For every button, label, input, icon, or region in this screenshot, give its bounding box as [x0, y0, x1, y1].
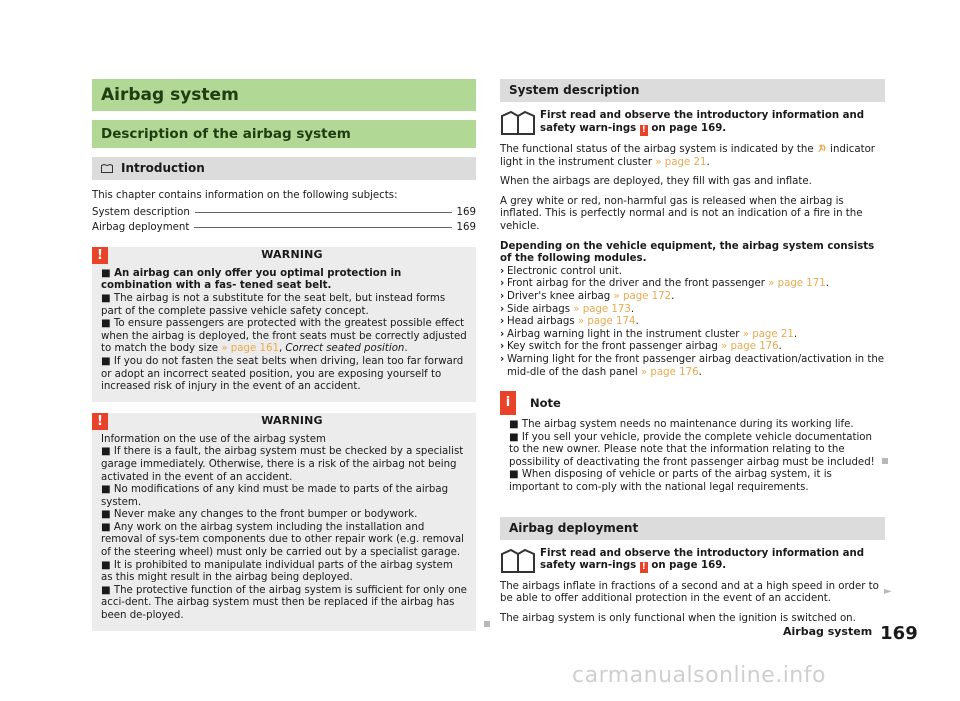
list-item: › Warning light for the front passenger airbag deactivation/activation in the mid-dle of the dash panel » page 176.	[500, 353, 885, 378]
list-item: › Key switch for the front passenger airbag » page 176.	[500, 341, 782, 353]
chevron-right-icon: ›	[500, 328, 505, 340]
left-column	[92, 79, 476, 631]
warning-header: ! WARNING	[92, 413, 476, 430]
airbag-indicator-icon	[817, 143, 827, 153]
list-item: › Head airbags » page 174.	[500, 316, 639, 328]
page-link[interactable]: » page 161	[221, 343, 279, 355]
toc-leader	[194, 227, 451, 228]
module-list	[500, 266, 885, 379]
page-title: Airbag system	[92, 79, 476, 111]
system-description-heading: System description	[500, 79, 885, 102]
warning-box-2: ! WARNING Information on the use of the airbag system ■ If there is a fault, the airbag system must be checked by a specialist garage immediately. Otherwise, there is a risk of the airbag not being activated in the event of an accident. ■ No modifications of any kind must be made to parts of the airbag system. ■ Never make any changes to the front bumper or bodywork. ■ Any work on the airbag system including the installation and removal of sys-tem components due to other repair work (e.g. removal of the steering wheel) must only be carried out by a specialist garage. ■ It is prohibited to manipulate individual parts of the airbag system as this might result in the airbag being deployed. ■ The protective function of the airbag system is sufficient for only one acci-dent. The airbag system must then be replaced if the airbag has been de-ployed.	[92, 413, 476, 631]
page-footer	[783, 623, 918, 644]
first-read-notice: First read and observe the introductory information and safety warn-ings ! on page 169.	[500, 110, 885, 136]
warning-icon: !	[641, 124, 646, 135]
chevron-right-icon: ›	[500, 265, 505, 277]
book-icon	[500, 110, 536, 136]
list-item: › Airbag warning light in the instrument cluster » page 21.	[500, 328, 798, 340]
info-icon: i	[500, 391, 516, 415]
page-link[interactable]: » page 173	[573, 303, 631, 315]
page-link[interactable]: » page 172	[613, 290, 672, 302]
watermark: carmanualsonline.info	[572, 663, 826, 688]
first-read-notice: First read and observe the introductory information and safety warn-ings ! on page 169.	[500, 548, 885, 574]
section-end-marker	[882, 458, 888, 464]
warning-icon: !	[641, 562, 646, 573]
page-link[interactable]: » page 21	[655, 156, 707, 168]
warning-box-1: ! WARNING ■ An airbag can only offer you optimal protection in combination with a fas- tened seat belt. ■ The airbag is not a substitute for the seat belt, but instead forms part of the complete passive vehicle safety concept. ■ To ensure passengers are protected with the greatest possible effect when the airbag is deployed, the front seats must be correctly adjusted to match the body size » page 161, Correct seated position. ■ If you do not fasten the seat belts when driving, lean too far forward or adopt an incorrect seated position, you are exposing yourself to increased risk of injury in the event of an accident.	[92, 247, 476, 402]
right-column: System description First read and observe the introductory information and safety warn-ings ! on page 169. The functional status of the airbag system is indicated by the indicator light in the instrument cluster » page 21. When the airbags are deployed, they fill with gas and inflate. A grey white or red, non-harmful gas is released when the airbag is inflated. This is perfectly normal and is not an indication of a fire in the vehicle. Depending on the vehicle equipment, the airbag system consists of the following modules. › Electronic control unit. › Front airbag for the driver and the front passenger » page 171. › Driver's knee airbag » page 172. › Side airbags » page 173. › Head airbags » page 174. › Airbag warning light in the instrument cluster » page 21. › Key switch for the front passenger airbag » page 176. › Warning light for the front passenger airbag deactivation/activation in the mid-dle of the dash panel » page 176. i Note ■ The airbag system needs no maintenance during its working life. ■ If you sell your vehicle, provide the complete vehicle documentation to the new owner. Please note that the information relating to the possibility of deactivating the front passenger airbag must be included! ■ When disposing of vehicle or parts of the airbag system, it is important to com-ply with the national legal requirements. Airbag deployment First read and observe the introductory information and safety warn-ings ! on page 169. The airbags inflate in fractions of a second and at a high speed in order to be able to offer additional protection in the event of an accident. The airbag system is only functional when the ignition is switched on.	[500, 79, 885, 625]
book-icon	[500, 548, 536, 574]
exclamation-icon: !	[92, 247, 108, 264]
page-link[interactable]: » page 171	[768, 278, 826, 290]
note-header: i Note	[500, 391, 885, 415]
toc-row[interactable]: Airbag deployment 169	[92, 222, 476, 234]
chevron-right-icon: ›	[500, 278, 505, 290]
continue-arrow-icon: ►	[884, 586, 892, 597]
list-item: › Front airbag for the driver and the front passenger » page 171.	[500, 278, 830, 290]
page-link[interactable]: » page 176	[721, 341, 779, 353]
chevron-right-icon: ›	[500, 316, 505, 328]
page-link[interactable]: » page 174	[577, 316, 636, 328]
list-item: › Electronic control unit.	[500, 265, 622, 277]
airbag-deployment-heading: Airbag deployment	[500, 517, 885, 540]
list-item: › Side airbags » page 173.	[500, 303, 635, 315]
page-number: 169	[880, 623, 918, 644]
list-item: › Driver's knee airbag » page 172.	[500, 290, 675, 302]
note-box: i Note ■ The airbag system needs no maintenance during its working life. ■ If you sell your vehicle, provide the complete vehicle documentation to the new owner. Please note that the information relating to the possibility of deactivating the front passenger airbag must be included! ■ When disposing of vehicle or parts of the airbag system, it is important to com-ply with the national legal requirements.	[500, 391, 885, 503]
toc-row[interactable]: System description 169	[92, 206, 476, 218]
toc-leader	[195, 212, 452, 213]
warning-header: ! WARNING	[92, 247, 476, 264]
chevron-right-icon: ›	[500, 303, 505, 315]
chevron-right-icon: ›	[500, 341, 505, 353]
table-of-contents	[92, 207, 476, 235]
page-link[interactable]: » page 176	[640, 366, 699, 378]
book-icon	[101, 164, 113, 173]
footer-chapter: Airbag system	[783, 625, 873, 638]
chevron-right-icon: ›	[500, 290, 505, 302]
introduction-heading: Introduction	[92, 157, 476, 180]
page-link[interactable]: » page 21	[742, 328, 794, 340]
intro-text: This chapter contains information on the following subjects:	[92, 190, 398, 201]
section-end-marker	[484, 621, 490, 627]
chevron-right-icon: ›	[500, 353, 505, 365]
exclamation-icon: !	[92, 413, 108, 430]
section-title: Description of the airbag system	[92, 120, 476, 148]
